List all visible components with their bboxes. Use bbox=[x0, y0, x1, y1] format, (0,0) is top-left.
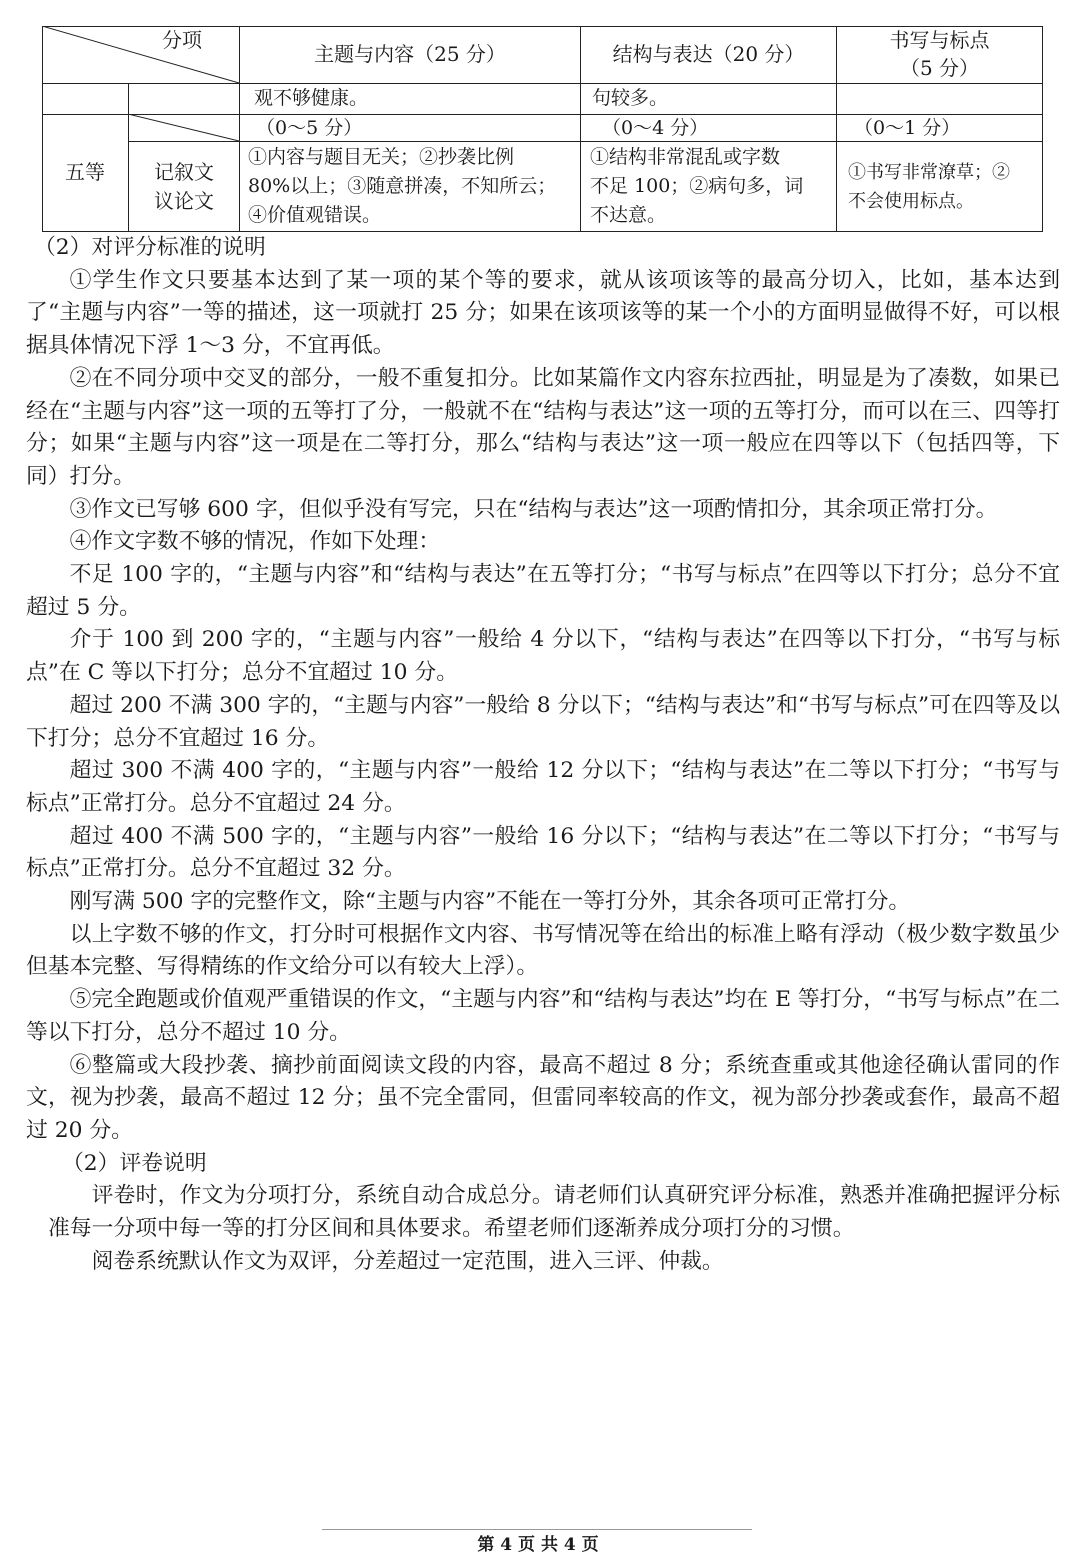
explanation-body bbox=[26, 232, 1060, 1279]
header-structure: 结构与表达（20 分） bbox=[612, 42, 805, 66]
table-border-right bbox=[1042, 26, 1043, 232]
range-structure: （0～4 分） bbox=[602, 117, 709, 139]
genre-line1: 记叙文 bbox=[154, 160, 214, 184]
range-writing: （0～1 分） bbox=[854, 117, 961, 139]
paragraph-rule-4: ④作文字数不够的情况，作如下处理： bbox=[69, 529, 441, 555]
header-writing-line2: （5 分） bbox=[899, 56, 980, 80]
section-heading-grading: （2）评卷说明 bbox=[62, 1150, 207, 1176]
scoring-table bbox=[42, 26, 1042, 232]
paragraph-rule-2: ②在不同分项中交叉的部分，一般不重复扣分。比如某篇作文内容东拉西扯，明显是为了凑数，如果已经在“主题与内容”这一项的五等打了分，一般就不在“结构与表达”这一项的五等打分，而可以在三、四等打分；如果“主题与内容”这一项是在二等打分，那么“结构与表达”这一项一般应在四等以下（包括四等，下同）打分。 bbox=[26, 365, 1060, 489]
paragraph-under-100: 不足 100 字的，“主题与内容”和“结构与表达”在五等打分；“书写与标点”在四等以下打分；总分不宜超过 5 分。 bbox=[26, 562, 1060, 620]
content-desc-line1: ①内容与题目无关；②抄袭比例 bbox=[248, 146, 515, 168]
prev-row-content: 观不够健康。 bbox=[254, 87, 369, 109]
genre-line2: 议论文 bbox=[154, 189, 214, 213]
prev-row-structure: 句较多。 bbox=[592, 87, 669, 109]
header-writing-line1: 书写与标点 bbox=[889, 28, 990, 52]
paragraph-word-count-note: 以上字数不够的作文，打分时可根据作文内容、书写情况等在给出的标准上略有浮动（极少数字数虽少但基本完整、写得精练的作文给分可以有较大上浮）。 bbox=[26, 921, 1060, 980]
paragraph-100-200: 介于 100 到 200 字的，“主题与内容”一般给 4 分以下，“结构与表达”在四等以下打分，“书写与标点”在 C 等以下打分；总分不宜超过 10 分。 bbox=[26, 627, 1060, 686]
structure-desc-line1: ①结构非常混乱或字数 bbox=[590, 146, 781, 168]
writing-desc-line2: 不会使用标点。 bbox=[848, 191, 974, 212]
paragraph-rule-5: ⑤完全跑题或价值观严重错误的作文，“主题与内容”和“结构与表达”均在 E 等打分，“书写与标点”在二等以下打分，总分不超过 10 分。 bbox=[26, 987, 1060, 1045]
paragraph-grading-2: 阅卷系统默认作文为双评，分差超过一定范围，进入三评、仲裁。 bbox=[91, 1248, 724, 1274]
range-row-diagonal bbox=[128, 114, 240, 142]
structure-desc-line2: 不足 100；②病句多，词 bbox=[590, 175, 804, 197]
structure-desc-line3: 不达意。 bbox=[590, 204, 667, 226]
content-desc-line2: 80%以上；③随意拼凑，不知所云； bbox=[248, 175, 557, 197]
paragraph-500-complete: 刚写满 500 字的完整作文，除“主题与内容”不能在一等打分外，其余各项可正常打分。 bbox=[69, 889, 911, 915]
range-content: （0～5 分） bbox=[256, 117, 363, 139]
paragraph-200-300: 超过 200 不满 300 字的，“主题与内容”一般给 8 分以下；“结构与表达”和“书写与标点”可在四等及以下打分；总分不宜超过 16 分。 bbox=[26, 692, 1060, 751]
content-desc-line3: ④价值观错误。 bbox=[248, 204, 382, 226]
paragraph-grading-1: 评卷时，作文为分项打分，系统自动合成总分。请老师们认真研究评分标准，熟悉并准确把握评分标准每一分项中每一等的打分区间和具体要求。希望老师们逐渐养成分项打分的习惯。 bbox=[48, 1183, 1060, 1242]
paragraph-rule-6: ⑥整篇或大段抄袭、摘抄前面阅读文段的内容，最高不超过 8 分；系统查重或其他途径确认雷同的作文，视为抄袭，最高不超过 12 分；虽不完全雷同，但雷同率较高的作文，视为部分抄袭或套作，最高不超过 20 分。 bbox=[26, 1052, 1060, 1143]
header-diagonal bbox=[42, 26, 240, 84]
page-number: 第 4 页 共 4 页 bbox=[477, 1535, 599, 1555]
section-heading-criteria: （2）对评分标准的说明 bbox=[34, 235, 266, 260]
level-five: 五等 bbox=[65, 160, 105, 184]
paragraph-rule-3: ③作文已写够 600 字，但似乎没有写完，只在“结构与表达”这一项酌情扣分，其余项正常打分。 bbox=[69, 496, 998, 522]
paragraph-300-400: 超过 300 不满 400 字的，“主题与内容”一般给 12 分以下；“结构与表达”在二等以下打分；“书写与标点”正常打分。总分不宜超过 24 分。 bbox=[26, 758, 1060, 816]
paragraph-rule-1: ①学生作文只要基本达到了某一项的某个等的要求，就从该项该等的最高分切入，比如，基本达到了“主题与内容”一等的描述，这一项就打 25 分；如果在该项该等的某一个小的方面明显做得不好，可以根据具体情况下浮 1～3 分，不宜再低。 bbox=[26, 267, 1060, 359]
writing-desc-line1: ①书写非常潦草；② bbox=[848, 162, 1010, 183]
header-corner-label: 分项 bbox=[162, 28, 202, 52]
header-content: 主题与内容（25 分） bbox=[314, 42, 506, 66]
paragraph-400-500: 超过 400 不满 500 字的，“主题与内容”一般给 16 分以下；“结构与表达”在二等以下打分；“书写与标点”正常打分。总分不宜超过 32 分。 bbox=[26, 823, 1060, 882]
